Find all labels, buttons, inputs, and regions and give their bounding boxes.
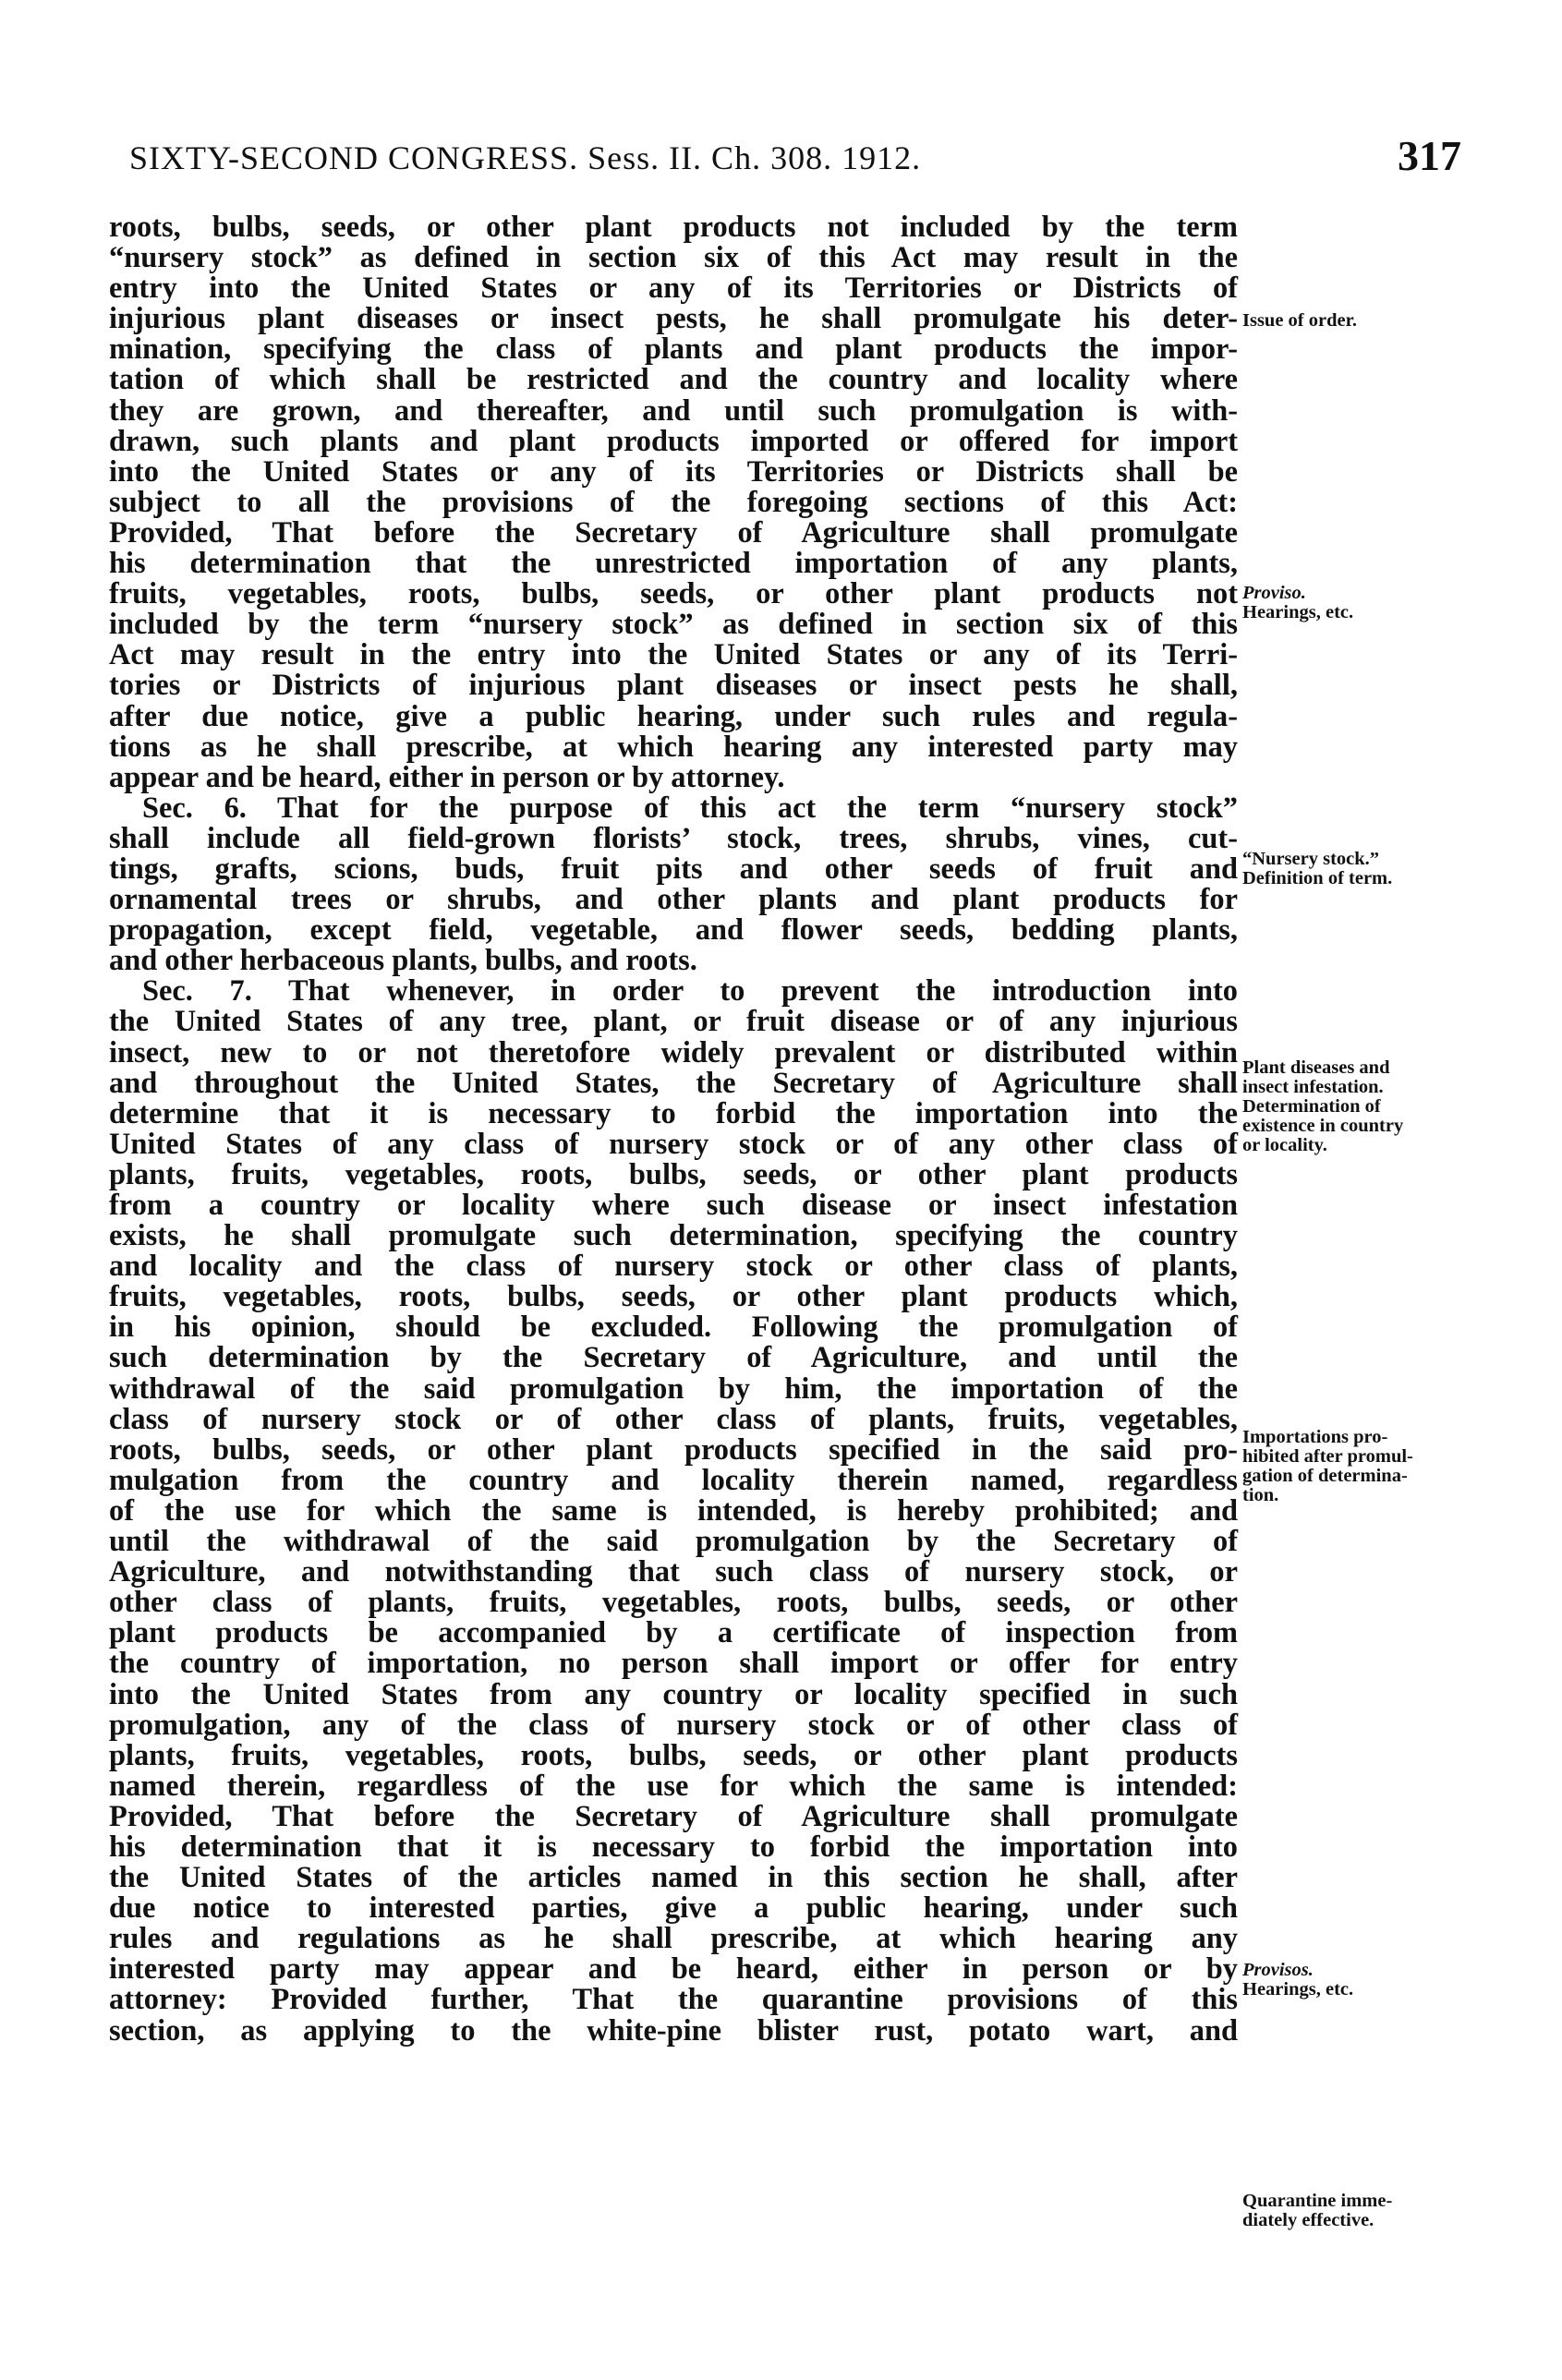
body-line: tions as he shall prescribe, at which hearing any interested party may — [109, 730, 1238, 764]
body-line: until the withdrawal of the said promulgation by the Secretary of — [109, 1525, 1238, 1559]
body-line: Sec. 6. That for the purpose of this act the term “nursery stock” — [142, 791, 1238, 825]
margin-note-line: existence in country — [1242, 1116, 1404, 1136]
margin-note-line: or locality. — [1242, 1135, 1327, 1155]
body-line: Act may result in the entry into the United States or any of its Terri- — [109, 638, 1238, 672]
page-header — [113, 131, 1461, 187]
body-line: into the United States from any country or locality specified in such — [109, 1677, 1238, 1711]
body-line: interested party may appear and be heard, either in person or by — [109, 1952, 1238, 1987]
margin-note — [1242, 584, 1483, 622]
margin-note — [1242, 850, 1483, 888]
body-line: entry into the United States or any of its Territories or Districts of — [109, 272, 1238, 306]
body-line: roots, bulbs, seeds, or other plant products not included by the term — [109, 211, 1238, 244]
body-line: and other herbaceous plants, bulbs, and roots. — [109, 944, 697, 978]
page-number: 317 — [1398, 132, 1461, 179]
body-line: mination, specifying the class of plants and plant products the impor- — [109, 332, 1238, 367]
margin-note — [1242, 2192, 1483, 2230]
body-line: included by the term “nursery stock” as defined in section six of this — [109, 608, 1238, 642]
body-line: the United States of any tree, plant, or fruit disease or of any injurious — [109, 1005, 1238, 1039]
margin-note-line: hibited after promul- — [1242, 1446, 1413, 1467]
body-line: and throughout the United States, the Secretary of Agriculture shall — [109, 1066, 1238, 1100]
body-line: in his opinion, should be excluded. Following the promulgation of — [109, 1311, 1238, 1345]
body-line: “nursery stock” as defined in section six of this Act may result in the — [109, 241, 1238, 275]
body-line: Agriculture, and notwithstanding that such class of nursery stock, or — [109, 1555, 1238, 1589]
body-line: withdrawal of the said promulgation by him, the importation of the — [109, 1371, 1238, 1406]
margin-note — [1242, 1961, 1483, 1999]
margin-note-line: diately effective. — [1242, 2210, 1374, 2230]
margin-note-line: Hearings, etc. — [1242, 1979, 1354, 1999]
margin-note — [1242, 311, 1483, 331]
body-line: fruits, vegetables, roots, bulbs, seeds, or other plant products not — [109, 577, 1238, 611]
body-text — [109, 212, 1238, 2047]
body-line: after due notice, give a public hearing, under such rules and regula- — [109, 699, 1238, 733]
body-line: section, as applying to the white-pine blister rust, potato wart, and — [109, 2013, 1238, 2048]
body-line: mulgation from the country and locality therein named, regardless — [109, 1463, 1238, 1497]
body-line: subject to all the provisions of the foregoing sections of this Act: — [109, 485, 1238, 519]
margin-note-line: Determination of — [1242, 1096, 1381, 1117]
body-line: his determination that the unrestricted importation of any plants, — [109, 547, 1238, 581]
margin-note-line: Importations pro- — [1242, 1427, 1388, 1447]
body-line: and locality and the class of nursery stock or other class of plants, — [109, 1250, 1238, 1284]
body-line: injurious plant diseases or insect pests, he shall promulgate his deter- — [109, 302, 1238, 336]
body-line: his determination that it is necessary to forbid the importation into — [109, 1830, 1238, 1864]
body-line: Provided, That before the Secretary of Agriculture shall promulgate — [109, 515, 1238, 550]
body-line: attorney: Provided further, That the quarantine provisions of this — [109, 1983, 1238, 2017]
body-line: propagation, except field, vegetable, and flower seeds, bedding plants, — [109, 913, 1238, 948]
body-line: insect, new to or not theretofore widely prevalent or distributed within — [109, 1035, 1238, 1069]
body-line: from a country or locality where such disease or insect infestation — [109, 1189, 1238, 1222]
body-line: rules and regulations as he shall prescribe, at which hearing any — [109, 1922, 1238, 1956]
body-line: other class of plants, fruits, vegetables, roots, bulbs, seeds, or other — [109, 1586, 1238, 1620]
body-line: tings, grafts, scions, buds, fruit pits and other seeds of fruit and — [109, 852, 1238, 886]
body-line: the United States of the articles named in this section he shall, after — [109, 1861, 1238, 1895]
margin-note-line: Provisos. — [1242, 1960, 1314, 1980]
body-line: exists, he shall promulgate such determination, specifying the country — [109, 1219, 1238, 1253]
margin-note-line: Plant diseases and — [1242, 1057, 1390, 1078]
body-line: plants, fruits, vegetables, roots, bulbs, seeds, or other plant products — [109, 1157, 1238, 1191]
margin-note-line: Issue of order. — [1242, 310, 1357, 331]
body-line: class of nursery stock or of other class of plants, fruits, vegetables, — [109, 1402, 1238, 1436]
margin-note-line: Proviso. — [1242, 583, 1306, 603]
body-line: United States of any class of nursery stock or of any other class of — [109, 1127, 1238, 1161]
body-line: into the United States or any of its Territories or Districts shall be — [109, 454, 1238, 489]
margin-note-line: “Nursery stock.” — [1242, 849, 1380, 869]
body-line: ornamental trees or shrubs, and other plants and plant products for — [109, 883, 1238, 917]
body-line: plant products be accompanied by a certificate of inspection from — [109, 1616, 1238, 1650]
margin-note — [1242, 1058, 1483, 1155]
margin-note-line: Quarantine imme- — [1242, 2191, 1393, 2211]
body-line: tories or Districts of injurious plant diseases or insect pests he shall, — [109, 669, 1238, 703]
body-line: appear and be heard, either in person or by attorney. — [109, 760, 785, 794]
margin-note-line: insect infestation. — [1242, 1077, 1384, 1097]
body-line: drawn, such plants and plant products imported or offered for import — [109, 424, 1238, 458]
margin-note-line: tion. — [1242, 1485, 1279, 1505]
body-line: Provided, That before the Secretary of Agriculture shall promulgate — [109, 1799, 1238, 1833]
body-line: shall include all field-grown florists’ stock, trees, shrubs, vines, cut- — [109, 821, 1238, 855]
margin-note-line: Hearings, etc. — [1242, 602, 1354, 622]
body-line: promulgation, any of the class of nursery stock or of other class of — [109, 1708, 1238, 1742]
body-line: plants, fruits, vegetables, roots, bulbs, seeds, or other plant products — [109, 1738, 1238, 1772]
running-head: SIXTY-SECOND CONGRESS. Sess. II. Ch. 308. 1912. — [129, 139, 922, 176]
body-line: named therein, regardless of the use for which the same is intended: — [109, 1769, 1238, 1803]
body-line: Sec. 7. That whenever, in order to prevent the introduction into — [142, 974, 1238, 1009]
body-line: tation of which shall be restricted and the country and locality where — [109, 363, 1238, 397]
body-line: of the use for which the same is intended, is hereby prohibited; and — [109, 1493, 1238, 1528]
body-line: such determination by the Secretary of Agriculture, and until the — [109, 1341, 1238, 1375]
margin-note-line: gation of determina- — [1242, 1466, 1408, 1486]
margin-note-line: Definition of term. — [1242, 868, 1393, 888]
body-line: they are grown, and thereafter, and until such promulgation is with- — [109, 393, 1238, 428]
body-line: due notice to interested parties, give a public hearing, under such — [109, 1891, 1238, 1926]
body-line: determine that it is necessary to forbid the importation into the — [109, 1096, 1238, 1130]
body-line: fruits, vegetables, roots, bulbs, seeds, or other plant products which, — [109, 1280, 1238, 1314]
body-line: the country of importation, no person shall import or offer for entry — [109, 1647, 1238, 1681]
margin-note — [1242, 1428, 1483, 1505]
body-line: roots, bulbs, seeds, or other plant products specified in the said pro- — [109, 1432, 1238, 1467]
